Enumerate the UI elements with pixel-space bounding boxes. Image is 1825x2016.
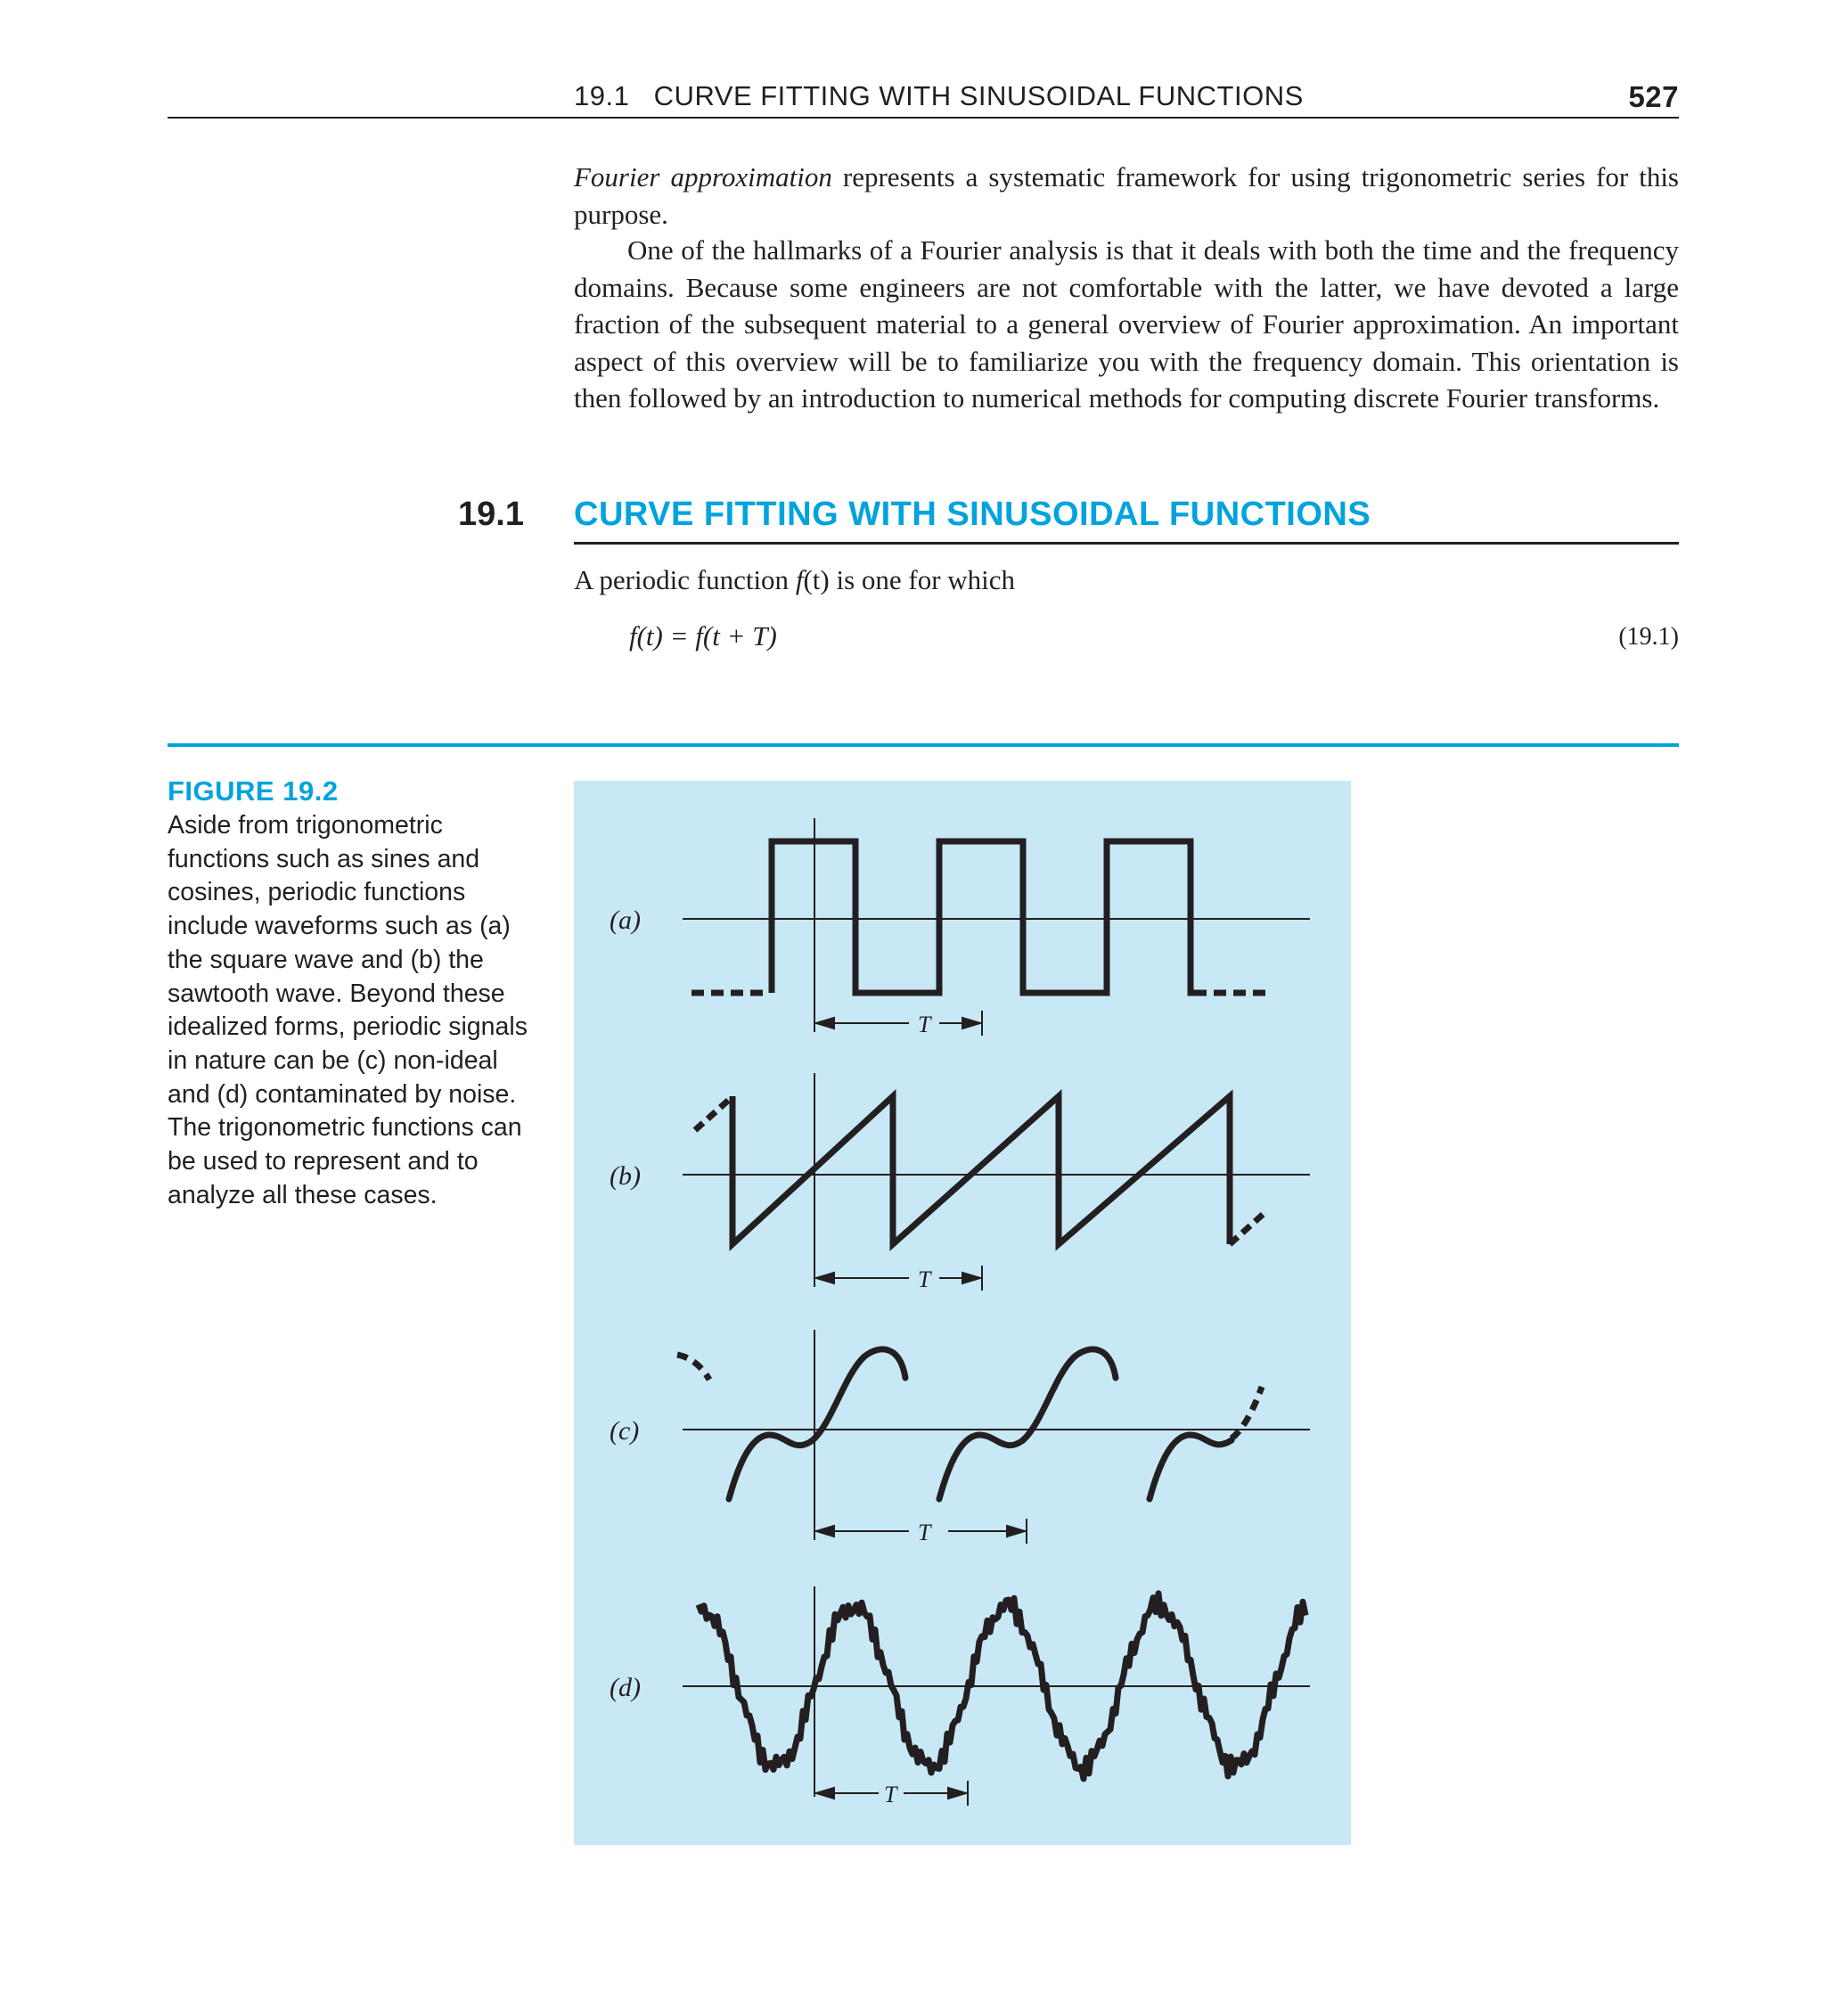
panel-b-dashed-left <box>695 1100 729 1130</box>
section-title: CURVE FITTING WITH SINUSOIDAL FUNCTIONS <box>574 496 1371 533</box>
running-head-title: 19.1 CURVE FITTING WITH SINUSOIDAL FUNCTIONS <box>574 80 1304 111</box>
panel-b-period-label: T <box>918 1266 931 1292</box>
panel-d-period-label: T <box>884 1782 897 1807</box>
definition-f: f <box>795 564 804 595</box>
panel-c-waveform-2 <box>939 1349 1116 1499</box>
running-head <box>574 80 1679 116</box>
intro-paragraph-2 <box>574 232 1679 417</box>
figure-panel <box>574 781 1351 1845</box>
panel-b-waveform <box>732 1096 1230 1244</box>
intro-paragraph-2-text: One of the hallmarks of a Fourier analysis is that it deals with both the time and the frequency domains. Because some engineers are not comfortable with the latter, we have devoted a large fraction of the subsequent material to a general overview of Fourier approximation. An important aspect of this overview will be to familiarize you with the frequency domain. This orientation is then followed by an introduction to numerical methods for computing discrete Fourier transforms. <box>574 234 1679 414</box>
figure-label: FIGURE 19.2 <box>168 775 339 807</box>
figure-rule <box>168 743 1679 747</box>
panel-c-dashed-right <box>1232 1387 1262 1438</box>
panel-a <box>610 818 1310 1037</box>
panel-b-period-marker <box>814 1266 982 1291</box>
figure-caption: Aside from trigonometric functions such as sines and cosines, periodic functions include waveforms such as (a) the square wave and (b) the sawtooth wave. Beyond these idealized forms, periodic signals in nature can be (c) non-ideal and (d) contaminated by noise. The trigonometric functions can be used to represent and to analyze all these cases. <box>168 811 528 1209</box>
panel-b <box>610 1073 1310 1292</box>
panel-c-label: (c) <box>610 1416 640 1446</box>
section-number: 19.1 <box>458 496 524 533</box>
definition-t: (t) <box>803 564 830 595</box>
panel-a-waveform <box>772 841 1198 993</box>
panel-c <box>610 1330 1310 1545</box>
panel-c-period-label: T <box>918 1520 931 1545</box>
panel-c-dashed-left <box>677 1355 709 1380</box>
panel-a-label: (a) <box>610 906 641 935</box>
panel-b-label: (b) <box>610 1161 641 1191</box>
intro-paragraph-1-text: represents a systematic framework for using trigonometric series for this purpose. <box>574 161 1679 230</box>
waveform-figure <box>574 781 1351 1845</box>
panel-a-period-label: T <box>918 1012 931 1037</box>
panel-c-waveform-1 <box>729 1349 905 1499</box>
panel-a-period-marker <box>814 1011 982 1036</box>
intro-paragraph-1 <box>574 159 1679 233</box>
equation: f(t) = f(t + T) <box>629 620 777 652</box>
panel-c-waveform-3 <box>1150 1435 1232 1499</box>
definition-line-post: is one for which <box>829 564 1016 595</box>
section-rule <box>574 542 1679 545</box>
panel-d <box>610 1586 1310 1807</box>
definition-line <box>574 564 1015 596</box>
emphasis-term: Fourier approximation <box>574 161 832 193</box>
equation-number: (19.1) <box>1618 623 1679 651</box>
page-number: 527 <box>1628 80 1679 113</box>
definition-line-pre: A periodic function <box>574 564 796 595</box>
panel-b-dashed-right <box>1230 1212 1265 1244</box>
header-rule <box>168 117 1679 119</box>
panel-d-label: (d) <box>610 1673 641 1702</box>
